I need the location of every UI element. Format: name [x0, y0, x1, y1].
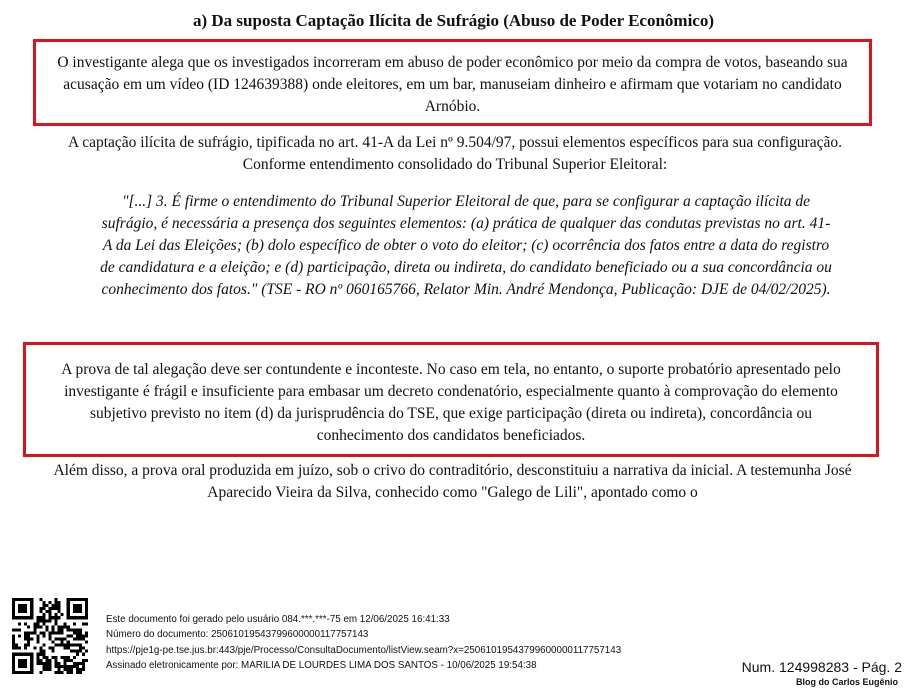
qr-code-icon: [12, 598, 88, 674]
highlighted-paragraph-allegation: O investigante alega que os investigados incorreram em abuso de poder econômico por meio da compra de votos, baseando sua acusação em um vídeo (ID 124639388) onde eleitores, em um bar, manuseiam dinheiro e afirmam que votariam no candidato Arnóbio.: [33, 39, 872, 126]
page-number: Num. 124998283 - Pág. 2: [741, 659, 902, 675]
watermark-text: Blog do Carlos Eugênio: [795, 677, 898, 687]
footer-url[interactable]: https://pje1g-pe.tse.jus.br:443/pje/Processo/ConsultaDocumento/listView.seam?x=25061019543799600000117757143: [106, 644, 622, 656]
jurisprudence-quote: "[...] 3. É firme o entendimento do Tribunal Superior Eleitoral de que, para se configurar a captação ilícita de sufrágio, é necessária a presença dos seguintes elementos: (a) prática de qualquer das condutas previstas no art. 41-A da Lei das Eleições; (b) dolo específico de obter o voto do eleitor; (c) ocorrência dos fatos entre a data do registro de candidatura e a eleição; e (d) participação, direta ou indireta, do candidato beneficiado ou a sua concordância ou conhecimento dos fatos." (TSE - RO nº 060165766, Relator Min. André Mendonça, Publicação: DJE de 04/02/2025).: [100, 193, 832, 298]
paragraph-legal-basis: A captação ilícita de sufrágio, tipificada no art. 41-A da Lei nº 9.504/97, possui elementos específicos para sua configuração. Conforme entendimento consolidado do Tribunal Superior Eleitoral:: [68, 134, 842, 173]
footer-metadata: [106, 612, 746, 673]
footer-document-number: Número do documento: 25061019543799600000117757143: [106, 629, 369, 641]
highlighted-paragraph-evidence: A prova de tal alegação deve ser contundente e inconteste. No caso em tela, no entanto, o suporte probatório apresentado pelo investigante é frágil e insuficiente para embasar um decreto condenatório, especialmente quanto à comprovação do elemento subjetivo previsto no item (d) da jurisprudência do TSE, que exige participação (direta ou indireta), concordância ou conhecimento dos candidatos beneficiados.: [23, 342, 879, 457]
document-footer: [0, 596, 907, 693]
footer-generated-line: Este documento foi gerado pelo usuário 084.***.***-75 em 12/06/2025 16:41:33: [106, 614, 450, 625]
section-title: a) Da suposta Captação Ilícita de Sufrágio (Abuso de Poder Econômico): [192, 11, 715, 30]
paragraph-oral-evidence: Além disso, a prova oral produzida em juízo, sob o crivo do contraditório, desconstituiu a narrativa da inicial. A testemunha José Aparecido Vieira da Silva, conhecido como "Galego de Lili", apontado como o: [53, 462, 852, 501]
footer-signature: Assinado eletronicamente por: MARILIA DE LOURDES LIMA DOS SANTOS - 10/06/2025 19:54:38: [106, 659, 537, 671]
